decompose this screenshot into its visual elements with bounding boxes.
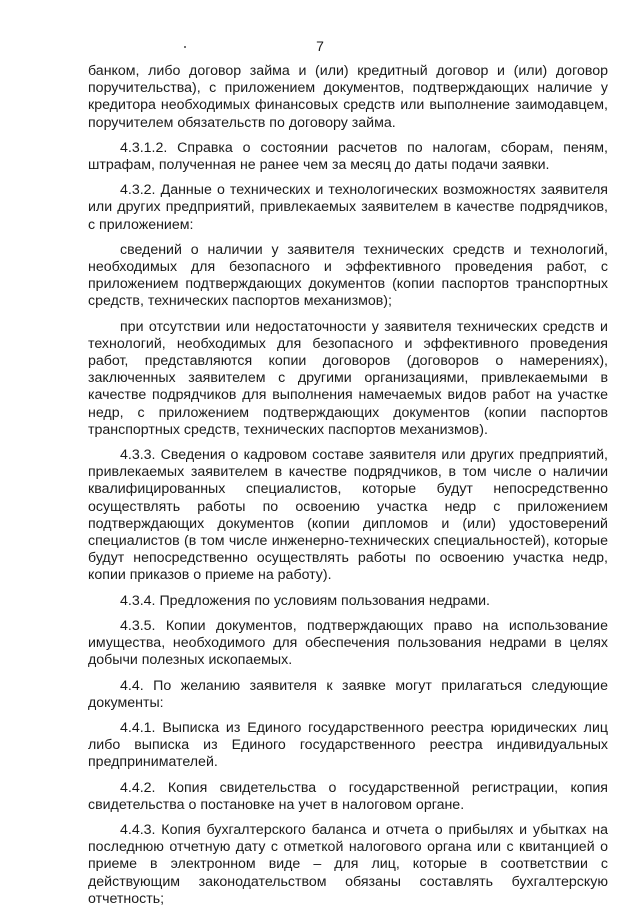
- paragraph-contractors: при отсутствии или недостаточности у заявителя технических средств и технологий, необходимых для безопасного и эффективного проведения работ, представляются копии договоров (договоров о намерениях), заключенных заявителем с другими организациями, привлекаемыми в качестве подрядчиков для выполнения намечаемых видов работ на участке недр, с приложением подтверждающих документов (копии паспортов транспортных средств, технических паспортов механизмов).: [88, 318, 608, 438]
- paragraph-4-4-2: 4.4.2. Копия свидетельства о государственной регистрации, копия свидетельства о постановке на учет в налоговом органе.: [88, 779, 608, 813]
- paragraph-4-3-1-2: 4.3.1.2. Справка о состоянии расчетов по налогам, сборам, пеням, штрафам, полученная не ранее чем за месяц до даты подачи заявки.: [88, 139, 608, 174]
- document-body: [88, 63, 608, 914]
- paragraph-4-4-3: 4.4.3. Копия бухгалтерского баланса и отчета о прибылях и убытках на последнюю отчетную дату с отметкой налогового органа или с квитанцией о приеме в электронном виде – для лиц, которые в соответствии с действующим законодательством обязаны составлять бухгалтерскую отчетность;: [88, 821, 608, 907]
- paragraph-4-3-3: 4.3.3. Сведения о кадровом составе заявителя или других предприятий, привлекаемых заявителем в качестве подрядчиков, в том числе о наличии квалифицированных специалистов, которые будут непосредственно осуществлять работы по освоению участка недр с приложением подтверждающих документов (копии дипломов и (или) удостоверений специалистов (в том числе инженерно-технических специальностей), которые будут непосредственно осуществлять работы по освоению участка недр, копии приказов о приеме на работу).: [88, 447, 608, 584]
- paragraph-4-4: 4.4. По желанию заявителя к заявке могут прилагаться следующие документы:: [88, 677, 608, 711]
- paragraph-4-4-1: 4.4.1. Выписка из Единого государственного реестра юридических лиц либо выписка из Единого государственного реестра индивидуальных предпринимателей.: [88, 719, 608, 771]
- paragraph-4-3-5: 4.3.5. Копии документов, подтверждающих право на использование имущества, необходимого для обеспечения пользования недрами в целях добычи полезных ископаемых.: [88, 617, 608, 669]
- paragraph-continuation: банком, либо договор займа и (или) кредитный договор и (или) договор поручительства), с приложением документов, подтверждающих наличие у кредитора необходимых финансовых средств или выполнение заимодавцем, поручителем обязательств по договору займа.: [88, 63, 608, 131]
- scan-speck: [184, 46, 186, 48]
- page-number: 7: [316, 38, 324, 54]
- paragraph-tech-means: сведений о наличии у заявителя технических средств и технологий, необходимых для безопасного и эффективного проведения работ, с приложением подтверждающих документов (копии паспортов транспортных средств, технических паспортов механизмов);: [88, 241, 608, 310]
- paragraph-4-3-4: 4.3.4. Предложения по условиям пользования недрами.: [120, 592, 490, 609]
- paragraph-4-3-2: 4.3.2. Данные о технических и технологических возможностях заявителя или других предприятий, привлекаемых заявителем в качестве подрядчиков, с приложением:: [88, 182, 608, 233]
